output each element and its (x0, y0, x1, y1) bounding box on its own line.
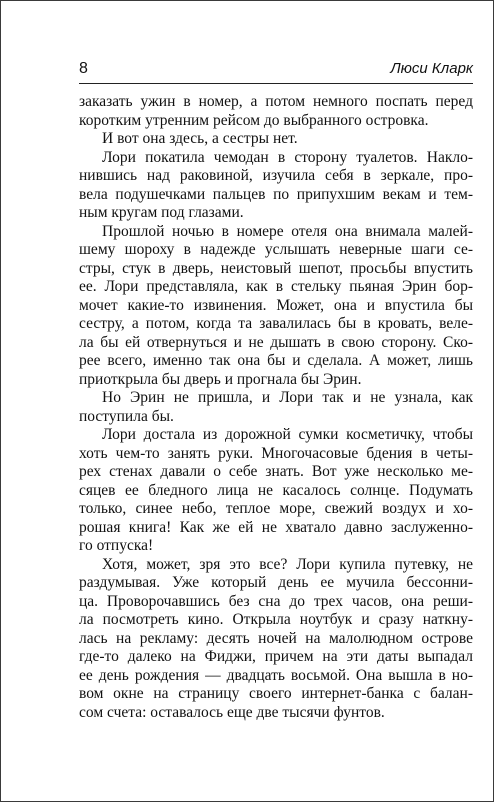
text-line: вом окне на страницу своего интернет-банка с балан- (79, 685, 473, 702)
text-line: го отпуска! (79, 537, 154, 554)
text-line: ла бы ей отвернуться и не дышать в свою сторону. Ско- (79, 333, 473, 351)
text-line: коротким утренним рейсом до выбранного островка. (79, 111, 429, 129)
paragraph (79, 223, 473, 390)
paragraph (79, 389, 473, 426)
text-line: шему шороху в надежде услышать неверные шаги се- (79, 241, 473, 258)
paragraph (79, 130, 473, 149)
text-line: Прошлой ночью в номере отеля она внимала малей- (102, 222, 473, 240)
text-line: Хотя, может, зря это все? Лори купила путевку, не (102, 555, 473, 573)
text-line: мочет какие-то извинения. Может, она и впустила бы (79, 296, 473, 314)
text-line: хоть чем-то занять руки. Многочасовые бдения в четы- (79, 444, 473, 462)
running-title: Люси Кларк (390, 60, 473, 77)
text-line: И вот она здесь, а сестры нет. (102, 130, 298, 147)
text-line: заказать ужин в номер, а потом немного поспать перед (79, 93, 473, 110)
text-line: приоткрыла бы дверь и прогнала бы Эрин. (79, 370, 362, 388)
text-line: поступила бы. (79, 407, 174, 425)
text-line: сестру, а потом, когда та завалилась бы в кровать, веле- (79, 315, 473, 332)
text-line: раздумывая. Уже который день ее мучила бессонни- (79, 574, 473, 591)
page-number: 8 (79, 60, 88, 77)
text-line: ца. Проворочавшись без сна до трех часов, она реши- (79, 592, 473, 610)
text-line: стры, стук в дверь, неистовый шепот, просьбы впустить (79, 259, 473, 277)
text-line: вела подушечками пальцев по припухшим векам и тем- (79, 185, 473, 203)
text-line: где-то далеко на Фиджи, причем на эти даты выпадал (79, 648, 473, 665)
text-line: Лори покатила чемодан в сторону туалетов. Накло- (102, 148, 473, 166)
text-line: рех стенах давали о себе знать. Вот уже несколько ме- (79, 463, 473, 480)
header-rule (79, 83, 473, 84)
text-line: ным кругам под глазами. (79, 204, 244, 221)
body-text (79, 93, 473, 722)
text-line: Но Эрин не пришла, и Лори так и не узнала, как (102, 389, 473, 406)
text-line: лась на рекламу: десять ночей на малолюдном острове (79, 629, 473, 647)
text-line: ее. Лори представляла, как в стельку пьяная Эрин бор- (79, 278, 473, 295)
text-line: ла посмотреть кино. Открыла ноутбук и сразу наткну- (79, 611, 473, 628)
paragraph (79, 93, 473, 130)
text-line: Лори достала из дорожной сумки косметичку, чтобы (102, 426, 473, 443)
text-line: сяцев ее бледного лица не касалось солнце. Подумать (79, 481, 473, 499)
page-header (79, 58, 473, 80)
text-line: сом счета: оставалось еще две тысячи фунтов. (79, 703, 385, 721)
text-line: рошая книга! Как же ей не хватало давно заслуженно- (79, 518, 473, 536)
text-line: рее всего, именно так она бы и сделала. А может, лишь (79, 352, 473, 369)
text-line: нившись над раковиной, изучила себя в зеркале, про- (79, 167, 473, 184)
paragraph (79, 149, 473, 223)
text-line: только, синее небо, теплое море, свежий воздух и хо- (79, 500, 473, 517)
paragraph (79, 426, 473, 556)
text-line: ее день рождения — двадцать восьмой. Она вышла в но- (79, 666, 473, 684)
paragraph (79, 556, 473, 723)
